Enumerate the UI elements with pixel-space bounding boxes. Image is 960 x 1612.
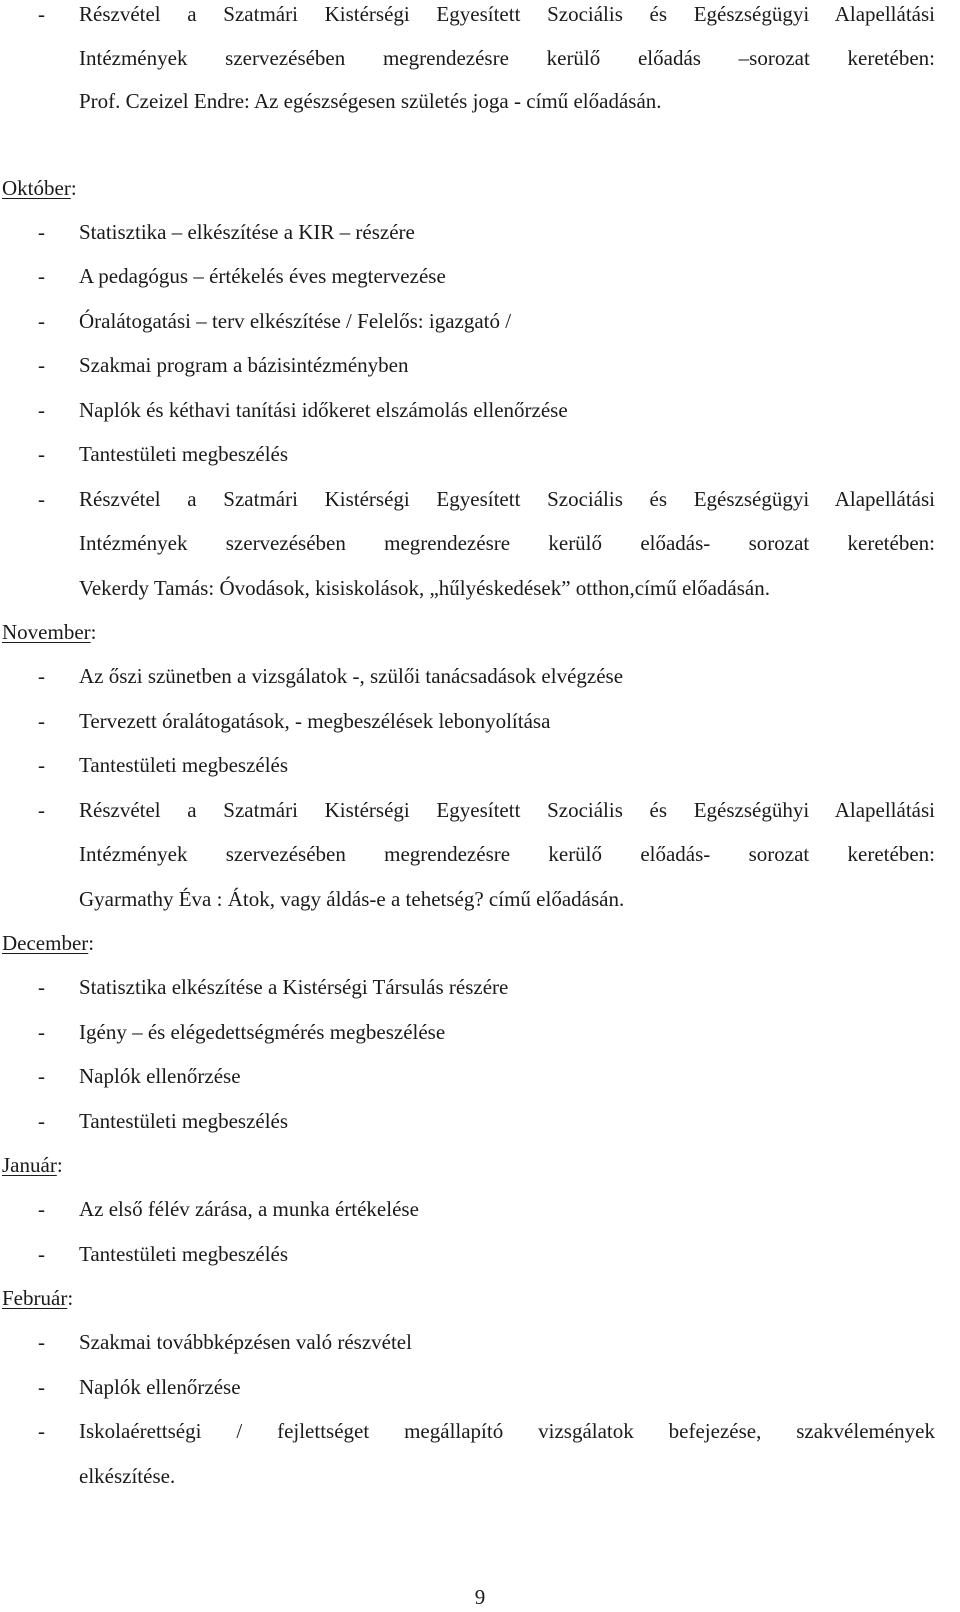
month-heading-februar: Február: [2,1286,74,1310]
list-item: - Igény – és elégedettségmérés megbeszélése [0,1010,960,1054]
list-item-text: Szakmai továbbképzésen való részvétel [79,1330,412,1354]
month-heading-label: Február [2,1286,68,1310]
list-item-continuation [0,79,960,123]
list-item: - Az első félév zárása, a munka értékelése [0,1187,960,1231]
month-heading-label: November [2,620,91,644]
list-item-continuation [0,1454,960,1498]
list-item: - Óralátogatási – terv elkészítése / Felelős: igazgató / [0,299,960,343]
list-item-text: Intézmények szervezésében megrendezésre kerülő előadás- sorozat keretében: [79,531,935,555]
list-item: - Szakmai program a bázisintézményben [0,343,960,387]
list-item: - Iskolaérettségi / fejlettséget megállapító vizsgálatok befejezése, szakvélemények [0,1409,960,1453]
list-item: - Naplók ellenőrzése [0,1365,960,1409]
list-item: - A pedagógus – értékelés éves megtervezése [0,254,960,298]
list-item-continuation [0,832,960,876]
page-number: 9 [474,1585,486,1609]
list-item-text: Intézmények szervezésében megrendezésre kerülő előadás- sorozat keretében: [79,842,935,866]
bullet-dash: - [38,2,45,26]
list-item-text: Intézmények szervezésében megrendezésre kerülő előadás –sorozat keretében: [79,46,935,70]
list-item-text: Iskolaérettségi / fejlettséget megállapító vizsgálatok befejezése, szakvélemények [79,1419,935,1443]
list-item-text: Szakmai program a bázisintézményben [79,353,409,377]
list-item: - Statisztika – elkészítése a KIR – részére [0,210,960,254]
list-item-text: Naplók ellenőrzése [79,1375,241,1399]
list-item-text: Részvétel a Szatmári Kistérségi Egyesített Szociális és Egészségügyi Alapellátási [79,2,935,26]
list-item-text: Az első félév zárása, a munka értékelése [79,1197,419,1221]
list-item-text: Tantestületi megbeszélés [79,1242,289,1266]
month-heading-november: November: [2,620,97,644]
month-heading-januar: Január: [2,1153,63,1177]
list-item: - Tantestületi megbeszélés [0,432,960,476]
list-item: - Tantestületi megbeszélés [0,1099,960,1143]
list-item-text: Gyarmathy Éva : Átok, vagy áldás-e a tehetség? című előadásán. [79,887,625,911]
list-item: - Tantestületi megbeszélés [0,1232,960,1276]
list-item-text: elkészítése. [79,1464,176,1488]
list-item: - Naplók és kéthavi tanítási időkeret elszámolás ellenőrzése [0,388,960,432]
list-item: - Naplók ellenőrzése [0,1054,960,1098]
list-item-text: A pedagógus – értékelés éves megtervezése [79,264,446,288]
month-heading-label: Október [2,176,71,200]
list-item-text: Tantestületi megbeszélés [79,442,289,466]
list-item-text: Részvétel a Szatmári Kistérségi Egyesített Szociális és Egészségühyi Alapellátási [79,798,935,822]
list-item-continuation [0,36,960,80]
list-item-text: Vekerdy Tamás: Óvodások, kisiskolások, „hűlyéskedések” otthon,című előadásán. [79,576,770,600]
list-item-continuation [0,877,960,921]
list-item-text: Óralátogatási – terv elkészítése / Felelős: igazgató / [79,309,512,333]
list-item-text: Tantestületi megbeszélés [79,1109,289,1133]
month-heading-label: Január [2,1153,57,1177]
list-item: - Részvétel a Szatmári Kistérségi Egyesített Szociális és Egészségühyi Alapellátási [0,788,960,832]
list-item: - Tervezett óralátogatások, - megbeszélések lebonyolítása [0,699,960,743]
list-item-text: Naplók ellenőrzése [79,1064,241,1088]
month-heading-label: December [2,931,89,955]
list-item: - Statisztika elkészítése a Kistérségi Társulás részére [0,965,960,1009]
list-item: - Szakmai továbbképzésen való részvétel [0,1320,960,1364]
month-heading-december: December: [2,931,95,955]
list-item-continuation [0,566,960,610]
list-item: - Tantestületi megbeszélés [0,743,960,787]
list-item-text: Tantestületi megbeszélés [79,753,289,777]
list-item-text: Az őszi szünetben a vizsgálatok -, szülői tanácsadások elvégzése [79,664,624,688]
list-item-text: Naplók és kéthavi tanítási időkeret elszámolás ellenőrzése [79,398,568,422]
month-heading-oktober: Október: [2,176,77,200]
list-item-text: Tervezett óralátogatások, - megbeszélések lebonyolítása [79,709,551,733]
list-item-text: Részvétel a Szatmári Kistérségi Egyesített Szociális és Egészségügyi Alapellátási [79,487,935,511]
list-item: - Részvétel a Szatmári Kistérségi Egyesített Szociális és Egészségügyi Alapellátási [0,477,960,521]
list-item-continuation [0,521,960,565]
list-item-text: Statisztika – elkészítése a KIR – részére [79,220,415,244]
list-item: - Az őszi szünetben a vizsgálatok -, szülői tanácsadások elvégzése [0,654,960,698]
list-item-text: Statisztika elkészítése a Kistérségi Társulás részére [79,975,509,999]
list-item-text: Prof. Czeizel Endre: Az egészségesen születés joga - című előadásán. [79,89,662,113]
list-item [0,0,960,36]
list-item-text: Igény – és elégedettségmérés megbeszélése [79,1020,446,1044]
